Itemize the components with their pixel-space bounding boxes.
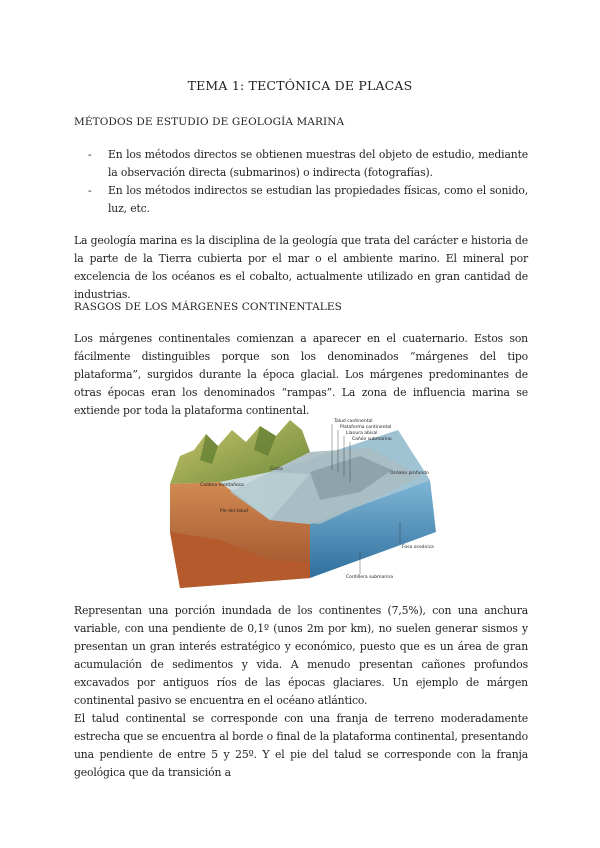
- section-heading-methods: MÉTODOS DE ESTUDIO DE GEOLOGÍA MARINA: [74, 116, 345, 128]
- list-item: - En los métodos indirectos se estudian las propiedades físicas, como el sonido, luz, etc.: [88, 184, 528, 215]
- list-item-text: En los métodos indirectos se estudian las propiedades físicas, como el sonido, luz, etc.: [108, 184, 528, 215]
- label-cordillera: Cordillera submarina: [346, 575, 393, 580]
- list-item-text: En los métodos directos se obtienen muestras del objeto de estudio, mediante la observación directa (submarinos) o indirecta (fotografías).: [108, 148, 528, 179]
- label-plataforma: Plataforma continental: [340, 425, 392, 430]
- label-talud: Talud continental: [334, 419, 373, 424]
- label-cadena: Cadena montañosa: [200, 483, 244, 488]
- label-oceano: Océano profundo: [390, 471, 429, 476]
- continental-margin-diagram: [160, 412, 442, 588]
- label-llanura: Llanura abisal: [346, 431, 378, 436]
- label-canon: Cañón submarino: [352, 437, 392, 442]
- paragraph-margins-intro: Los márgenes continentales comienzan a aparecer en el cuaternario. Estos son fácilmente distinguibles porque son los denominados “márgenes del tipo plataforma”, surgidos durante la época glacial. Los márgenes predominantes de otras épocas eran los denominados “rampas”. La zona de influencia marina se extiende por toda la plataforma continental.: [74, 332, 528, 417]
- list-item: - En los métodos directos se obtienen muestras del objeto de estudio, mediante la observación directa (submarinos) o indirecta (fotografías).: [88, 148, 528, 179]
- page-title: TEMA 1: TECTÓNICA DE PLACAS: [187, 78, 413, 93]
- section-heading-margins: RASGOS DE LOS MÁRGENES CONTINENTALES: [74, 301, 342, 313]
- label-pie-talud: Pie del talud: [220, 509, 248, 514]
- paragraph-slope: El talud continental se corresponde con una franja de terreno moderadamente estrecha que se encuentra al borde o final de la plataforma continental, presentando una pendiente de entre 5 y 25º. Y el pie del talud se corresponde con la franja geológica que da transición a: [74, 712, 528, 779]
- label-fosa: Fosa oceánica: [402, 545, 434, 550]
- paragraph-marine-geology: La geología marina es la disciplina de la geología que trata del carácter e historia de la parte de la Tierra cubierta por el mar o el ambiente marino. El mineral por excelencia de los océanos es el cobalto, actualmente utilizado en gran cantidad de industrias.: [74, 234, 528, 301]
- label-costa: Costa: [270, 467, 283, 472]
- paragraph-shelf: Representan una porción inundada de los continentes (7,5%), con una anchura variable, con una pendiente de 0,1º (unos 2m por km), no suelen generar sismos y presentan un gran interés estratégico y económico, puesto que es un área de gran acumulación de sedimentos y vida. A menudo presentan cañones profundos excavados por antiguos ríos de las épocas glaciares. Un ejemplo de márgen continental pasivo se encuentra en el océano atlántico.: [74, 604, 528, 707]
- methods-list: [88, 146, 528, 218]
